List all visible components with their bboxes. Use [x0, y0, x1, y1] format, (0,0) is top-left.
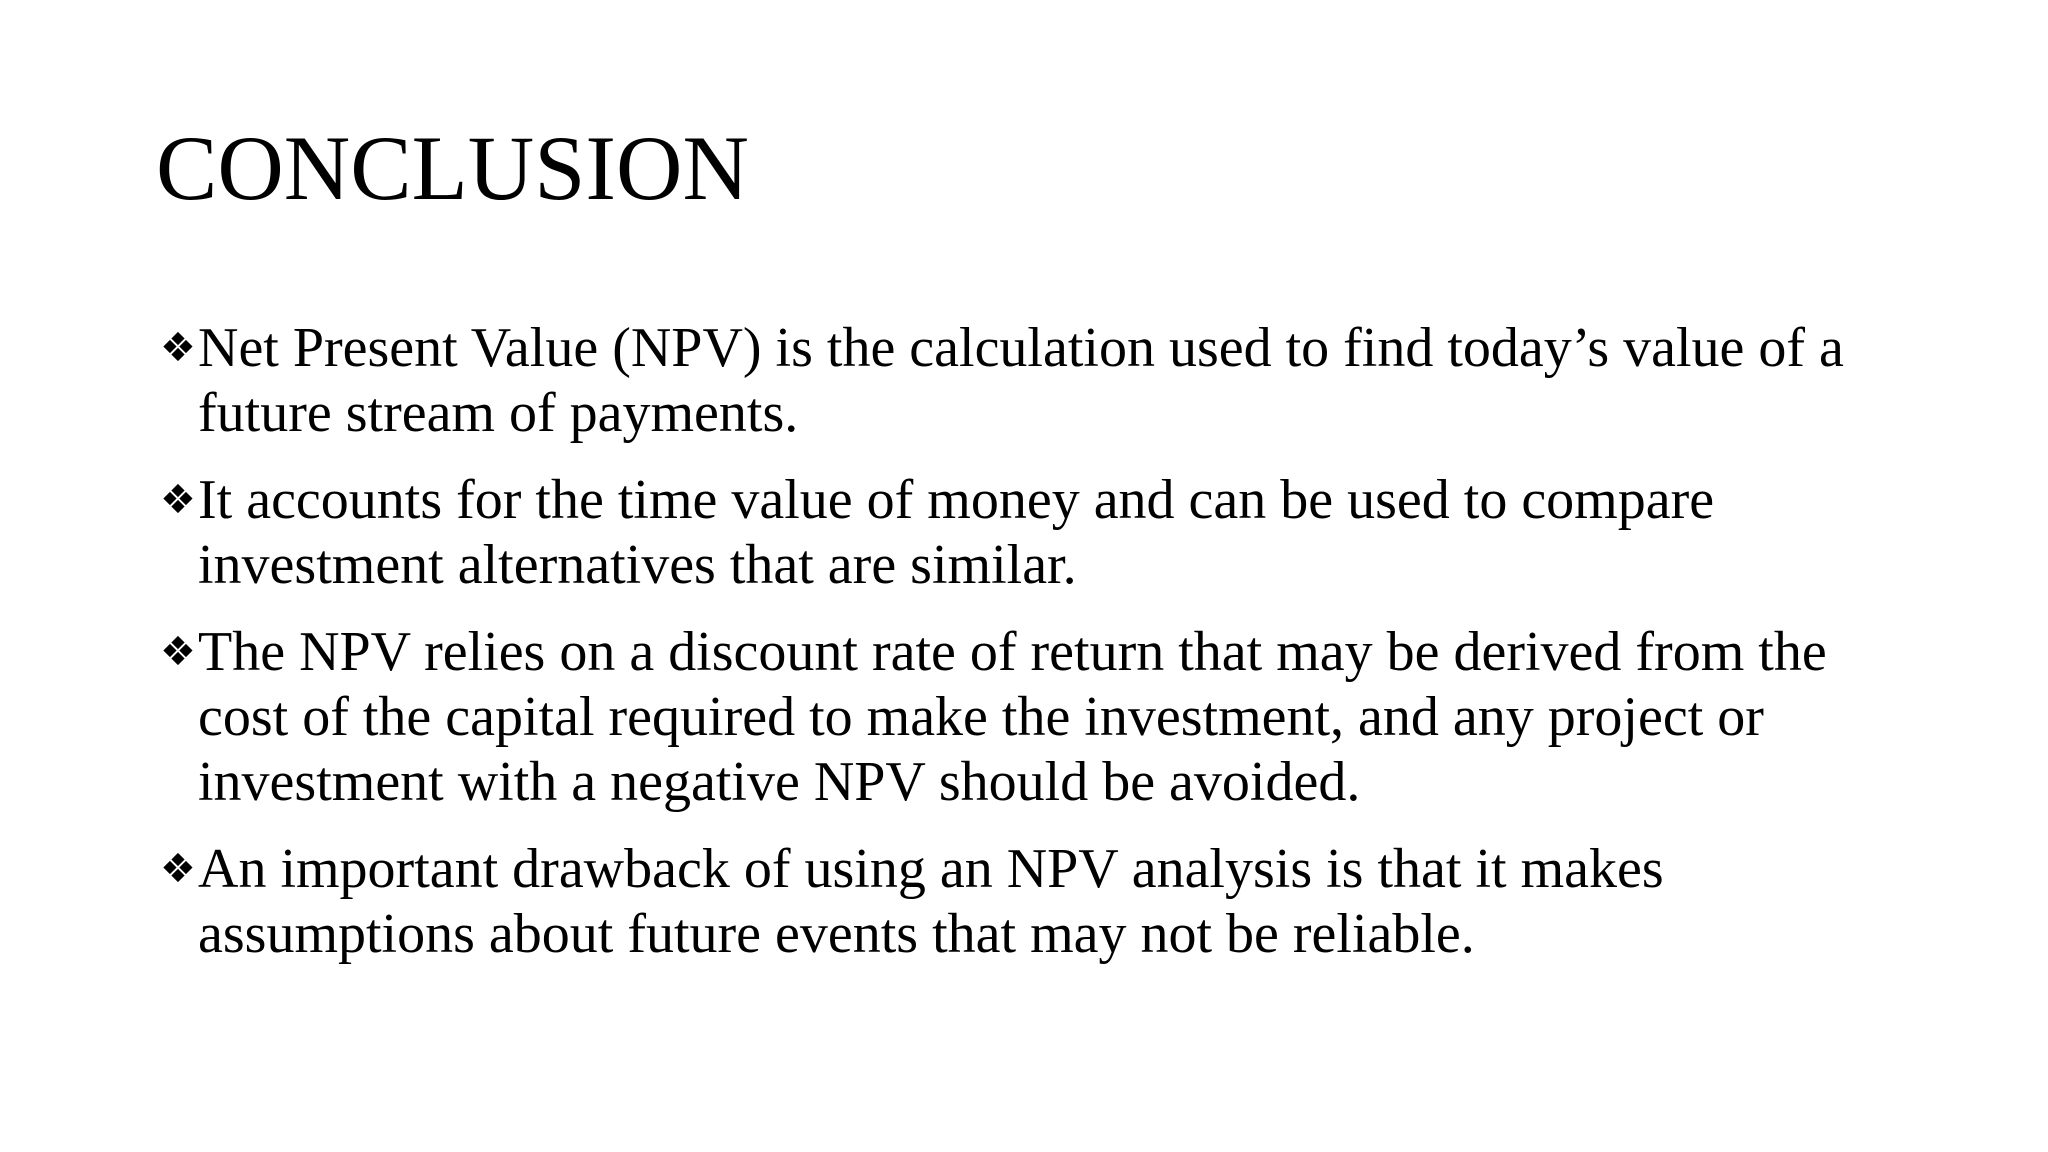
bullet-text: It accounts for the time value of money and can be used to compare investment alternatives that are similar.: [198, 469, 1715, 596]
diamond-bullet-icon: ❖: [160, 629, 196, 675]
diamond-bullet-icon: ❖: [160, 325, 196, 371]
bullet-text: Net Present Value (NPV) is the calculation used to find today’s value of a future stream of payments.: [198, 317, 1844, 444]
bullet-text: An important drawback of using an NPV analysis is that it makes assumptions about future events that may not be reliable.: [198, 838, 1664, 965]
slide-title: CONCLUSION: [156, 117, 749, 219]
diamond-bullet-icon: ❖: [160, 846, 196, 892]
bullet-item: [160, 468, 1920, 598]
bullet-item: [160, 316, 1920, 446]
diamond-bullet-icon: ❖: [160, 477, 196, 523]
bullet-item: [160, 837, 1920, 967]
bullet-list: [160, 316, 1920, 989]
bullet-item: [160, 620, 1920, 815]
bullet-text: The NPV relies on a discount rate of return that may be derived from the cost of the capital required to make the investment, and any project or investment with a negative NPV should be avoided.: [198, 621, 1827, 813]
